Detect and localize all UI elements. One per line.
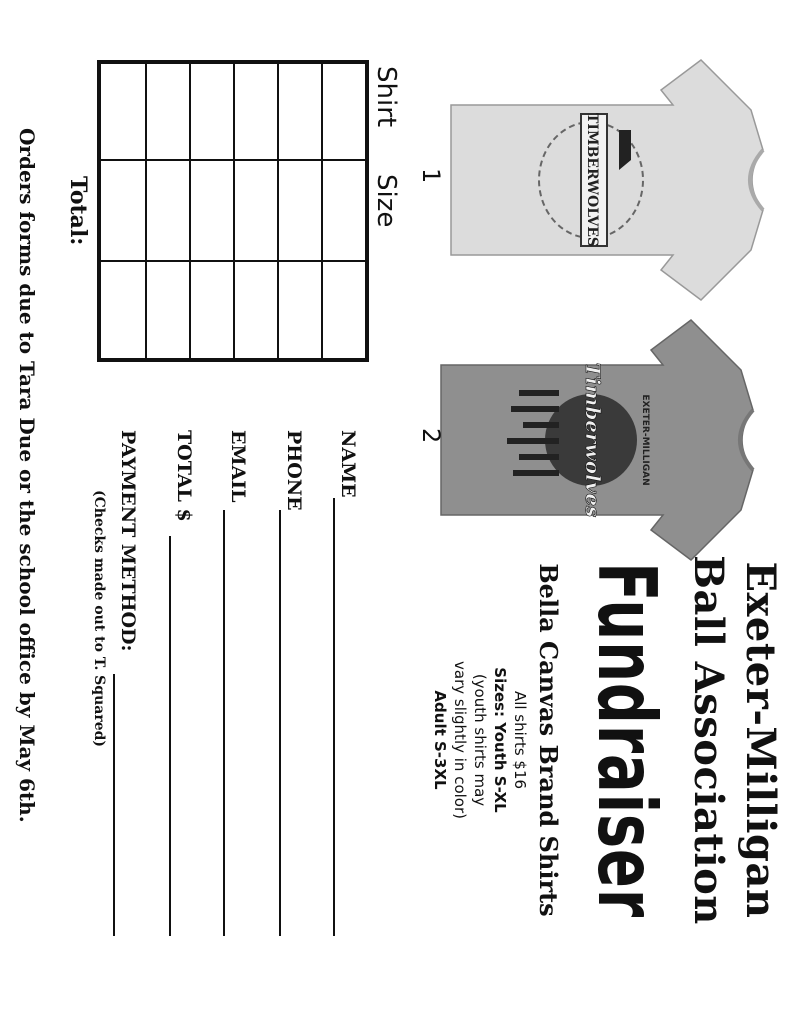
total-line[interactable] [169,536,171,936]
grid-header-shirt: Shirt [371,66,401,128]
shirt-2-number: 2 [417,428,445,444]
email-line[interactable] [223,510,225,936]
shirt-2-image [431,310,761,570]
grid-row-divider [277,64,279,358]
phone-line[interactable] [279,510,281,936]
email-label: EMAIL [227,430,249,503]
shirt-1-number: 1 [417,168,445,184]
grid-header-size: Size [371,174,401,228]
phone-label: PHONE [283,430,305,511]
sizes-youth-line [490,620,509,860]
sizes-adult-line [430,620,449,860]
org-name-line1: Exeter-Milligan [737,561,784,919]
youth-note-line1: (youth shirts may [471,673,489,807]
name-line[interactable] [333,498,335,936]
shirt-2-logo-top: EXETER-MILLIGAN [640,394,650,486]
fundraiser-title: Fundraiser [580,562,673,918]
name-label: NAME [337,430,359,498]
shirt-1-logo-text: TIMBERWOLVES [584,112,600,248]
shirt-2-logo-text: Timberwolves [581,362,605,518]
payment-method-line[interactable] [113,674,115,936]
due-statement: Orders forms due to Tara Due or the school office by May 6th. [15,128,39,823]
grid-row-divider [233,64,235,358]
brand-line: Bella Canvas Brand Shirts [534,563,563,917]
org-name-line2: Ball Association [685,555,732,925]
sizes-adult-text: Adult S-3XL [431,690,449,790]
order-grid [97,60,369,362]
price-line: All shirts $16 [511,690,529,790]
shirt-1-image [441,50,771,310]
grid-total-label: Total: [65,176,91,246]
grid-row-divider [189,64,191,358]
total-label: TOTAL $ [173,430,195,522]
grid-row-divider [321,64,323,358]
payment-method-label: PAYMENT METHOD: [117,430,139,652]
sizes-youth-text: Sizes: Youth S-XL [491,667,509,813]
youth-note-line2: vary slightly in color) [451,661,469,819]
grid-row-divider [145,64,147,358]
payment-note: (Checks made out to T. Squared) [91,490,107,748]
